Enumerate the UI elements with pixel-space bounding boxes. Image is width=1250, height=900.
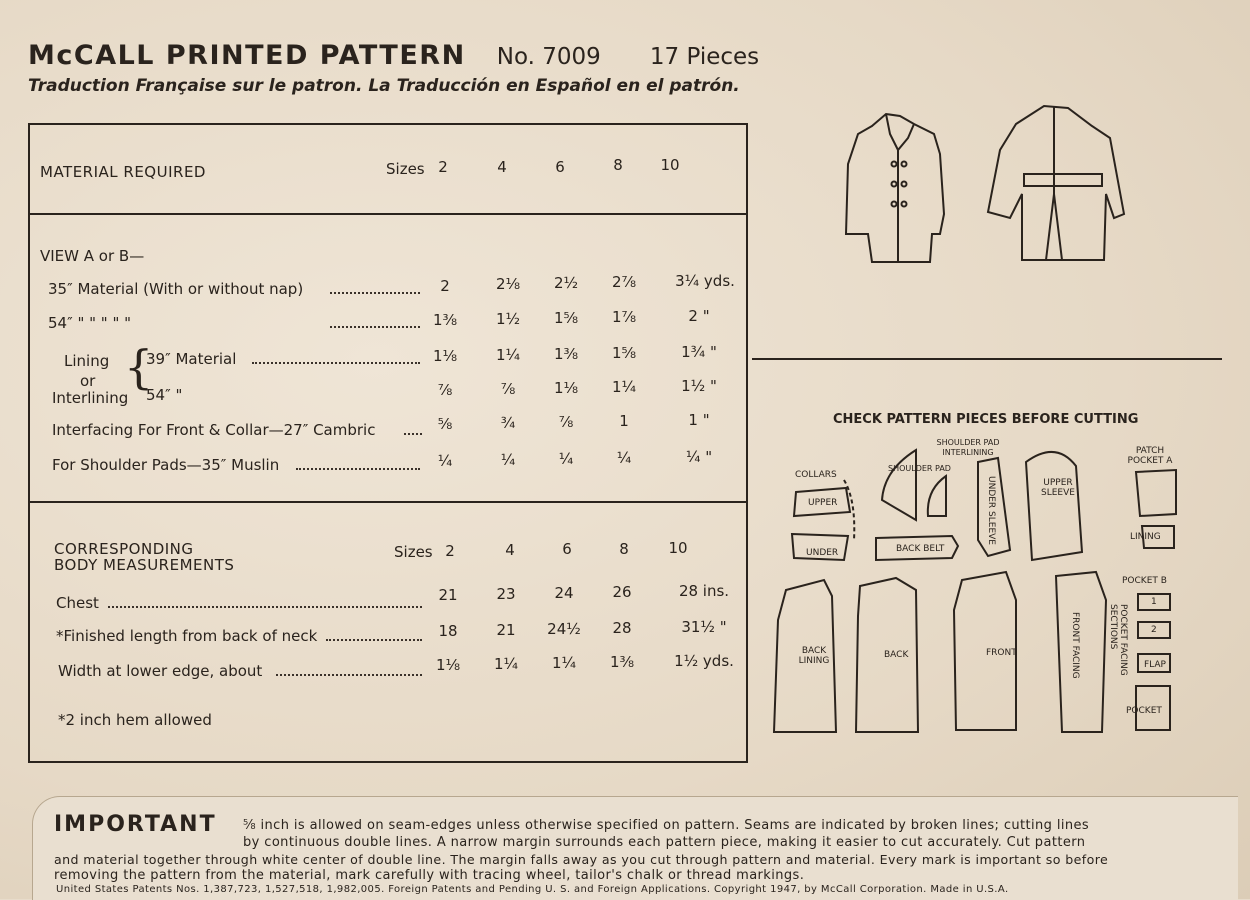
piece-count: 17 Pieces (649, 44, 760, 70)
cell: 2 " (688, 307, 710, 325)
lining-or: or (80, 372, 96, 390)
cell: 1¼ (611, 378, 637, 396)
cell: ¼ " (685, 448, 713, 466)
row-label: 39″ Material (146, 350, 237, 368)
hem-note: *2 inch hem allowed (58, 711, 212, 729)
cell: 21 (438, 586, 458, 604)
body-title-line2: BODY MEASUREMENTS (54, 556, 235, 574)
cell: 1⅝ (553, 309, 579, 327)
row-label: Width at lower edge, about (58, 662, 263, 680)
cell: 1¾ " (681, 343, 717, 361)
size-col: 6 (555, 158, 565, 176)
row-label: 54″ " (146, 386, 183, 404)
size-col: 4 (497, 158, 507, 176)
cell: ¼ (616, 449, 632, 467)
back-lining-label: BACK LINING (798, 646, 830, 666)
cell: 1⅜ (553, 345, 579, 363)
divider (30, 501, 746, 503)
important-line-3: and material together through white center of double line. The margin falls away as you cut through pattern and material. Every mark is important so before (54, 852, 1109, 867)
important-line-4: removing the pattern from the material, mark carefully with tracing wheel, tailor's chalk or thread markings. (54, 868, 805, 883)
cell: 28 (612, 619, 632, 637)
cell: ⅞ (500, 380, 516, 398)
cell: 1¼ (495, 346, 521, 364)
cell: ⅞ (558, 413, 574, 431)
piece-front-facing (1056, 572, 1106, 732)
cell: 2⅛ (495, 275, 521, 293)
cell: 1 " (688, 411, 710, 429)
cell: 1⅛ (435, 656, 461, 674)
size-col: 2 (445, 542, 455, 560)
cell: 1½ " (681, 377, 717, 395)
cell: 1⅜ (609, 653, 635, 671)
cell: 24 (554, 584, 574, 602)
cell: 2 (440, 277, 450, 295)
cell: 1⅛ (553, 379, 579, 397)
leader-dots (252, 362, 420, 364)
cell: ¼ (500, 451, 516, 469)
cell: 1⅜ (432, 311, 458, 329)
cell: 1¼ (551, 654, 577, 672)
leader-dots (404, 433, 422, 435)
leader-dots (296, 468, 420, 470)
leader-dots (330, 292, 420, 294)
front-label: FRONT (986, 648, 1017, 658)
row-label: For Shoulder Pads—35″ Muslin (52, 456, 280, 474)
cell: 23 (496, 585, 516, 603)
cell: 31½ " (681, 618, 727, 636)
row-label: Chest (56, 594, 99, 612)
important-line-1: ⅝ inch is allowed on seam-edges unless otherwise specified on pattern. Seams are indicated by broken lines; cutting lines (243, 818, 1090, 833)
row-label: Interfacing For Front & Collar—27″ Cambric (52, 421, 376, 439)
back-belt-label: BACK BELT (896, 544, 945, 554)
header (28, 40, 759, 71)
cell: ¼ (558, 450, 574, 468)
piece-patch-pocket (1136, 470, 1176, 516)
under-sleeve-label: UNDER SLEEVE (986, 476, 996, 545)
divider (30, 213, 746, 215)
pieces-title: CHECK PATTERN PIECES BEFORE CUTTING (833, 412, 1139, 427)
pattern-pieces (766, 440, 1196, 740)
pocket-1-label: 1 (1151, 597, 1157, 607)
translation-note: Traduction Française sur le patron. La Traducción en Español en el patrón. (28, 76, 740, 96)
back-view-coat (988, 106, 1124, 260)
pattern-number: No. 7009 (496, 44, 601, 70)
pocket-2-label: 2 (1151, 625, 1157, 635)
patch-pocket-label: PATCH POCKET A (1127, 446, 1173, 466)
flap-label: FLAP (1144, 660, 1166, 670)
cell: 26 (612, 583, 632, 601)
front-facing-label: FRONT FACING (1070, 612, 1080, 679)
size-col: 4 (505, 541, 515, 559)
size-col: 6 (562, 540, 572, 558)
shoulder-pad-label: SHOULDER PAD (888, 464, 951, 473)
interlining-label: Interlining (52, 389, 129, 407)
cell: ¼ (437, 452, 453, 470)
size-col: 8 (619, 540, 629, 558)
copyright-footer: United States Patents Nos. 1,387,723, 1,527,518, 1,982,005. Foreign Patents and Pending U. S. and Foreign Applications. Copyright 1947, by McCall Corporation. Made in U.S.A. (56, 884, 1009, 895)
cell: 1½ yds. (674, 652, 734, 670)
lining-label: LINING (1130, 532, 1161, 542)
brand-title: McCALL PRINTED PATTERN (28, 40, 466, 71)
row-label: 54″ " " " " " (48, 314, 132, 332)
size-col: 8 (613, 156, 623, 174)
important-word: IMPORTANT (54, 812, 217, 837)
lining-label: Lining (64, 352, 110, 370)
leader-dots (108, 606, 422, 608)
sizes-label: Sizes (394, 543, 433, 561)
upper-collar-label: UPPER (808, 498, 838, 508)
size-col: 10 (660, 156, 680, 174)
collars-label: COLLARS (795, 470, 837, 480)
cell: ¾ (500, 414, 516, 432)
upper-sleeve-label: UPPER SLEEVE (1041, 478, 1075, 498)
cell: 1 (619, 412, 629, 430)
shoulder-pad-interlining-label: SHOULDER PAD INTERLINING (936, 438, 1000, 457)
sizes-label: Sizes (386, 160, 425, 178)
cell: 21 (496, 621, 516, 639)
coat-illustrations (838, 94, 1138, 270)
cell: 28 ins. (678, 582, 730, 600)
cell: ⅝ (437, 415, 453, 433)
cell: 1½ (495, 310, 521, 328)
under-collar-label: UNDER (806, 548, 839, 558)
pocket-label: POCKET (1126, 706, 1162, 716)
cell: 1¼ (493, 655, 519, 673)
cell: 18 (438, 622, 458, 640)
front-view-coat (846, 114, 944, 262)
pocket-b-label: POCKET B (1122, 576, 1167, 586)
cell: 2⅞ (611, 273, 637, 291)
piece-shoulder-pad-interlining (928, 476, 946, 516)
pocket-facing-sections-label: POCKET FACING SECTIONS (1108, 604, 1128, 676)
size-col: 2 (438, 158, 448, 176)
cell: 3¼ yds. (675, 272, 735, 290)
cell: 2½ (553, 274, 579, 292)
leader-dots (330, 326, 420, 328)
cell: 1⅛ (432, 347, 458, 365)
cell: 1⅝ (611, 344, 637, 362)
material-title: MATERIAL REQUIRED (40, 163, 206, 181)
leader-dots (326, 639, 422, 641)
row-label: *Finished length from back of neck (56, 627, 318, 645)
cell: 1⅞ (611, 308, 637, 326)
leader-dots (276, 674, 422, 676)
cell: ⅞ (437, 381, 453, 399)
size-col: 10 (668, 539, 688, 557)
row-label: 35″ Material (With or without nap) (48, 280, 304, 298)
body-title-line1: CORRESPONDING (54, 540, 194, 558)
view-label: VIEW A or B— (40, 247, 145, 265)
important-line-2: by continuous double lines. A narrow margin surrounds each pattern piece, making it easier to cut accurately. Cut pattern (243, 835, 1086, 850)
back-label: BACK (884, 650, 909, 660)
brace: { (124, 340, 154, 394)
piece-upper-sleeve (1026, 452, 1082, 560)
piece-shoulder-pad (882, 450, 916, 520)
section-divider (752, 358, 1222, 360)
cell: 24½ (547, 620, 581, 638)
